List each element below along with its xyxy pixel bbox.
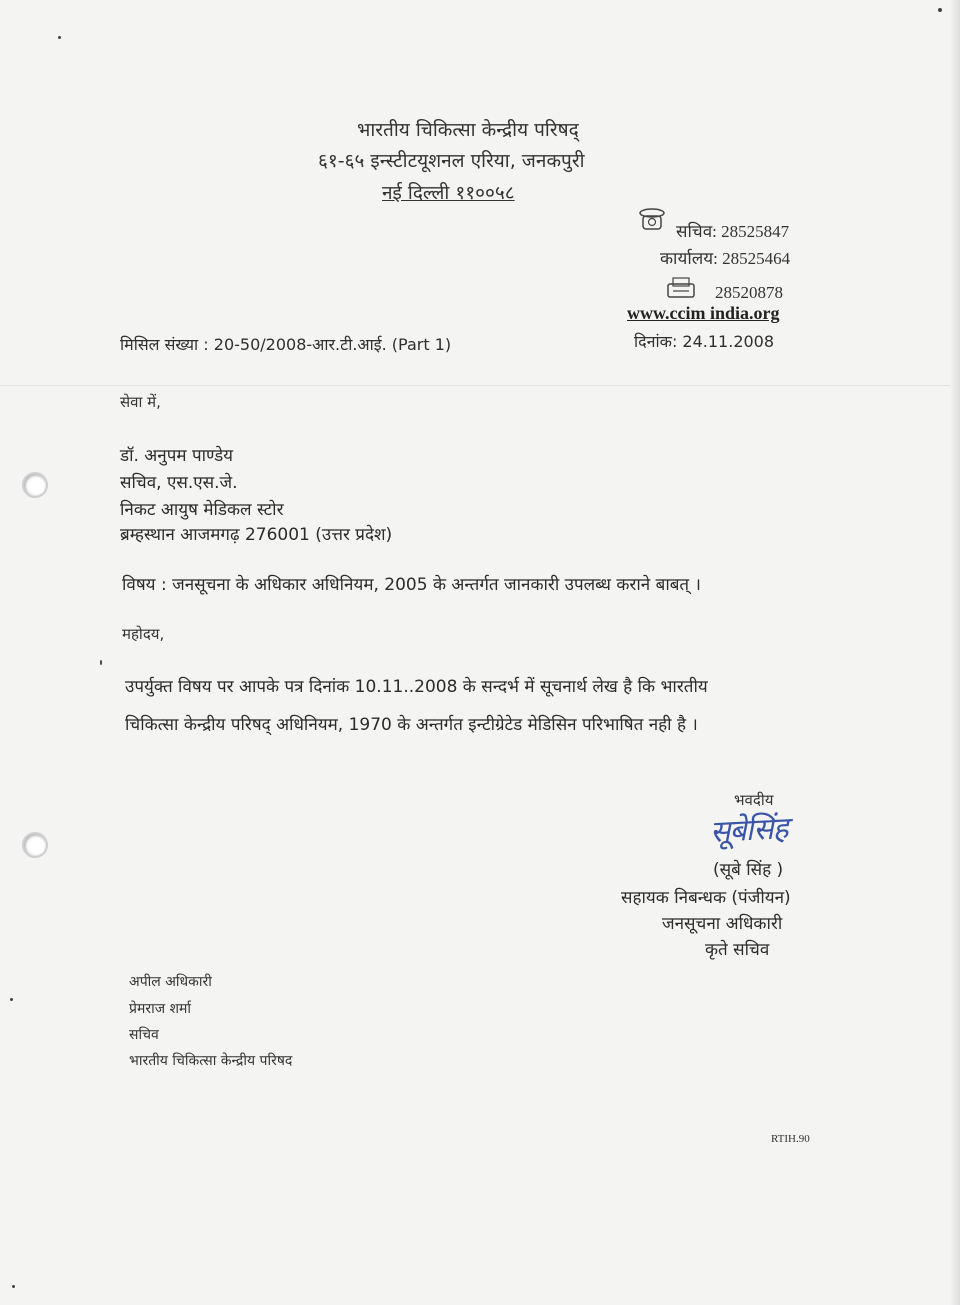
paper-speck [58, 36, 61, 39]
salutation-to: सेवा में, [120, 393, 161, 411]
paper-speck [100, 660, 102, 665]
letter-date: दिनांक: 24.11.2008 [634, 332, 775, 351]
signatory-designation-3: कृते सचिव [705, 940, 770, 960]
recipient-title: सचिव, एस.एस.जे. [120, 473, 238, 493]
punch-hole-bottom [22, 832, 48, 858]
org-city: नई दिल्ली ११००५८ [382, 182, 515, 204]
appellate-designation: सचिव [129, 1027, 159, 1043]
closing-yours: भवदीय [734, 791, 774, 809]
paper-speck [12, 1285, 15, 1288]
appellate-name: प्रेमराज शर्मा [129, 1001, 192, 1017]
signatory-designation-1: सहायक निबन्धक (पंजीयन) [621, 888, 791, 908]
paper-speck [938, 8, 942, 12]
recipient-address-2: ब्रम्हस्थान आजमगढ़ 276001 (उत्तर प्रदेश) [120, 525, 393, 545]
fax-machine-icon [664, 276, 698, 304]
letter-greeting: महोदय, [122, 625, 165, 643]
recipient-name: डॉ. अनुपम पाण्डेय [120, 446, 234, 466]
letter-body-line-1: उपर्युक्त विषय पर आपके पत्र दिनांक 10.11..2008 के सन्दर्भ में सूचनार्थ लेख है कि भारतीय [125, 677, 708, 697]
office-phone: कार्यालय: 28525464 [660, 249, 791, 268]
secretary-phone: सचिव: 28525847 [676, 222, 790, 241]
handwritten-signature: सूबेसिंह [709, 810, 789, 850]
appellate-title: अपील अधिकारी [129, 974, 212, 990]
letter-body-line-2: चिकित्सा केन्द्रीय परिषद् अधिनियम, 1970 के अन्तर्गत इन्टीग्रेटेड मेडिसिन परिभाषित नही है । [125, 715, 698, 735]
fax-number: 28520878 [715, 283, 783, 302]
paper-speck [10, 998, 13, 1001]
telephone-icon [636, 206, 668, 236]
website-link[interactable]: www.ccim india.org [627, 303, 780, 323]
file-number: मिसिल संख्या : 20-50/2008-आर.टी.आई. (Part 1) [120, 335, 452, 354]
document-code: RTIH.90 [771, 1133, 810, 1145]
signatory-name: (सूबे सिंह ) [713, 860, 784, 880]
signatory-designation-2: जनसूचना अधिकारी [662, 914, 783, 934]
org-address: ६१-६५ इन्स्टीटयूशनल एरिया, जनकपुरी [318, 150, 585, 172]
paper-fold-line [0, 385, 960, 386]
punch-hole-top [22, 472, 48, 498]
recipient-address-1: निकट आयुष मेडिकल स्टोर [120, 500, 284, 520]
letter-subject: विषय : जनसूचना के अधिकार अधिनियम, 2005 के अन्तर्गत जानकारी उपलब्ध कराने बाबत् । [122, 575, 701, 595]
appellate-organization: भारतीय चिकित्सा केन्द्रीय परिषद [129, 1053, 293, 1069]
org-name: भारतीय चिकित्सा केन्द्रीय परिषद् [357, 119, 579, 141]
paper-edge-shadow [950, 0, 960, 1305]
